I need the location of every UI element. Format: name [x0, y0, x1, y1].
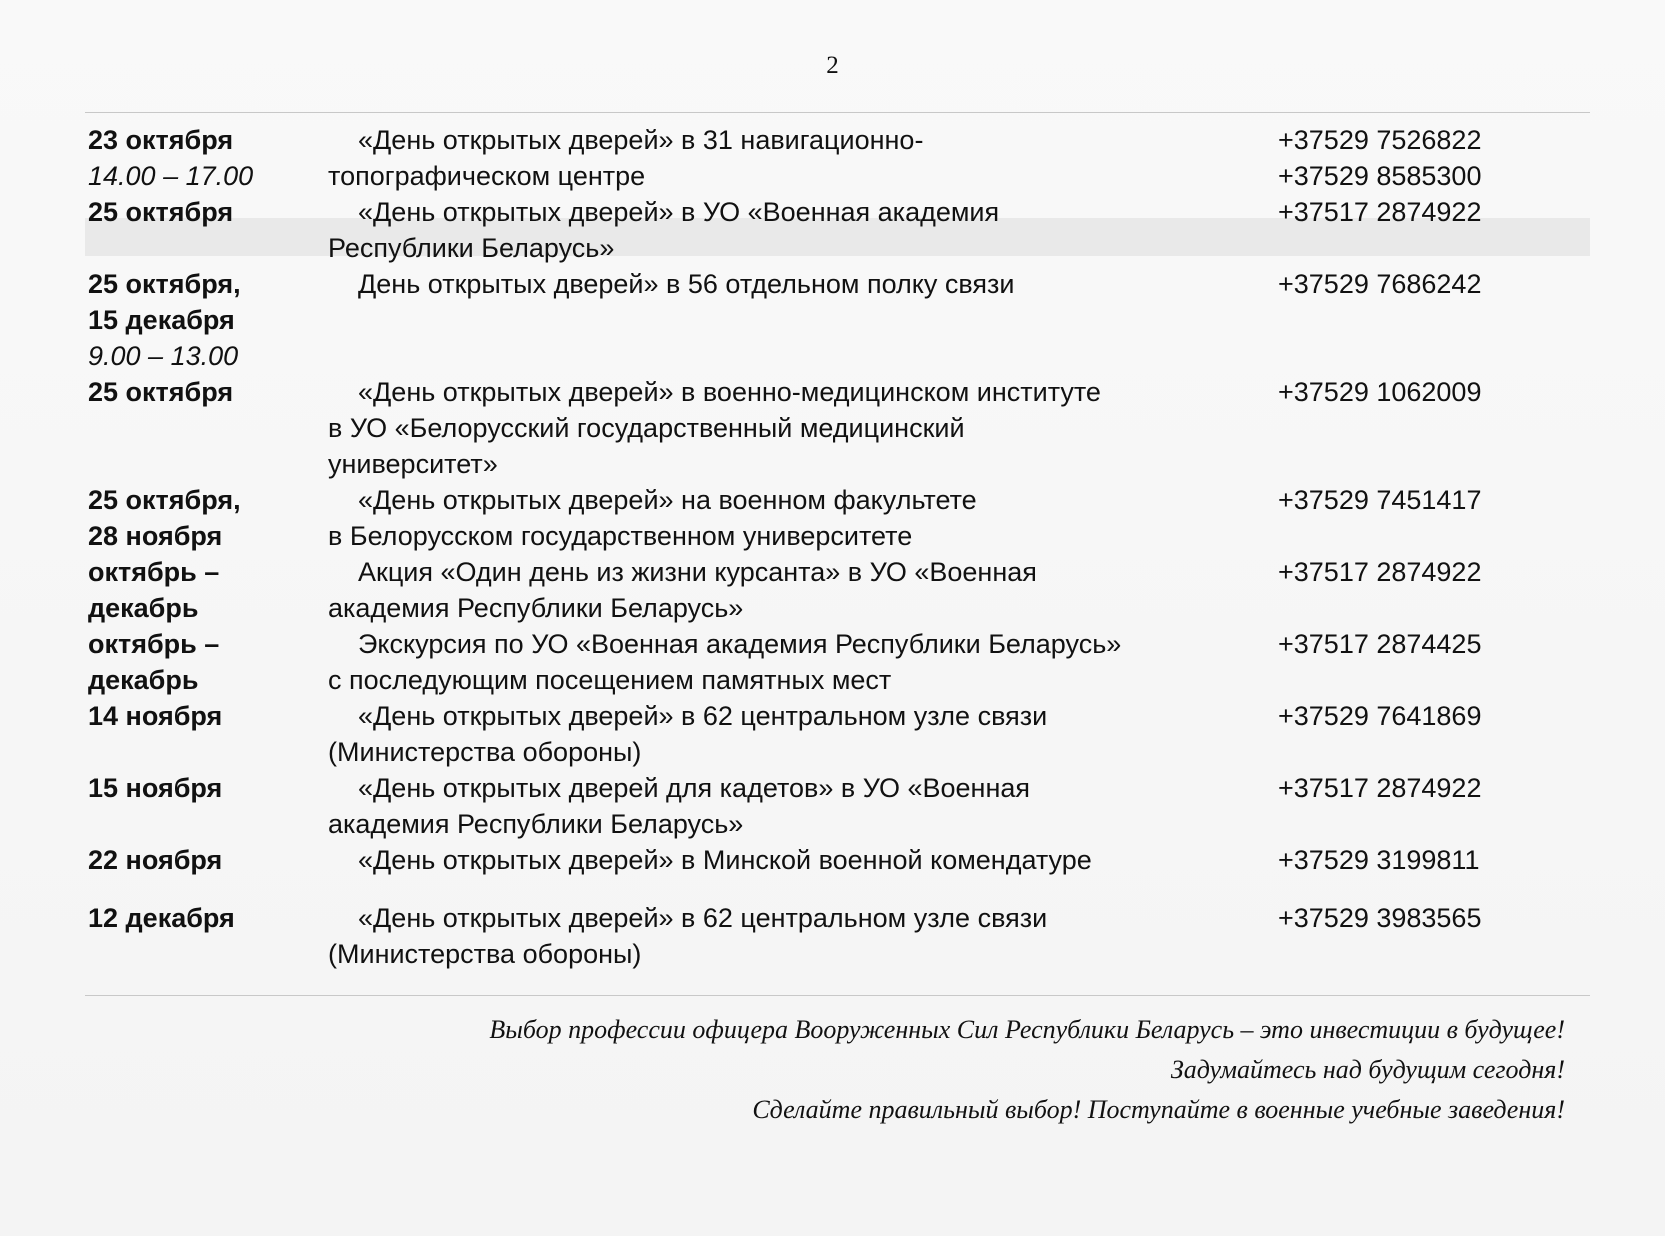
event-date-cell	[88, 266, 328, 374]
event-date: 23 октября	[88, 125, 234, 155]
event-description-line: «День открытых дверей» на военном факультете	[358, 485, 977, 515]
event-phone-cell	[1248, 194, 1508, 266]
event-description	[328, 626, 1248, 698]
event-date: декабрь	[88, 593, 199, 623]
event-description-line: «День открытых дверей» в УО «Военная академия	[358, 197, 1000, 227]
event-date-cell	[88, 482, 328, 554]
event-row	[88, 900, 1508, 972]
event-phone-cell	[1248, 770, 1508, 842]
event-date: 15 декабря	[88, 305, 235, 335]
event-description-line: в Белорусском государственном университете	[328, 521, 913, 551]
event-row	[88, 194, 1508, 266]
event-row	[88, 770, 1508, 842]
event-phone-cell	[1248, 122, 1508, 194]
phone-number: +37529 7526822	[1278, 125, 1482, 155]
event-description	[328, 374, 1248, 482]
event-description	[328, 770, 1248, 842]
event-time: 14.00 – 17.00	[88, 161, 254, 191]
event-time: 9.00 – 13.00	[88, 341, 239, 371]
top-rule	[85, 112, 1590, 113]
event-phone-cell	[1248, 626, 1508, 698]
page-number: 2	[826, 52, 839, 79]
event-date-cell	[88, 194, 328, 266]
event-date: 25 октября	[88, 197, 234, 227]
event-phone-cell	[1248, 266, 1508, 374]
event-description-line: «День открытых дверей для кадетов» в УО «Военная	[358, 773, 1031, 803]
event-description-line: Акция «Один день из жизни курсанта» в УО «Военная	[358, 557, 1037, 587]
event-row	[88, 482, 1508, 554]
event-row	[88, 122, 1508, 194]
event-description-line: «День открытых дверей» в 31 навигационно-	[358, 125, 924, 155]
event-description	[328, 194, 1248, 266]
event-date-cell	[88, 770, 328, 842]
event-date-cell	[88, 698, 328, 770]
bottom-rule	[85, 995, 1590, 996]
event-description-line: Республики Беларусь»	[328, 233, 615, 263]
event-description	[328, 122, 1248, 194]
footer-line: Сделайте правильный выбор! Поступайте в военные учебные заведения!	[752, 1095, 1565, 1124]
event-row	[88, 626, 1508, 698]
event-date: 28 ноября	[88, 521, 223, 551]
event-date: декабрь	[88, 665, 199, 695]
event-date: 25 октября	[88, 377, 234, 407]
events-table	[88, 122, 1508, 972]
phone-number: +37517 2874425	[1278, 629, 1482, 659]
event-description-line: с последующим посещением памятных мест	[328, 665, 892, 695]
event-description	[328, 842, 1248, 878]
event-row	[88, 266, 1508, 374]
phone-number: +37517 2874922	[1278, 773, 1482, 803]
event-row	[88, 842, 1508, 878]
event-description-line: Экскурсия по УО «Военная академия Республики Беларусь»	[358, 629, 1122, 659]
event-description-line: «День открытых дверей» в военно-медицинском институте	[358, 377, 1101, 407]
footer-slogans	[489, 1010, 1565, 1130]
event-description-line: академия Республики Беларусь»	[328, 809, 744, 839]
event-description-line: (Министерства обороны)	[328, 939, 642, 969]
phone-number: +37529 3983565	[1278, 903, 1482, 933]
event-row	[88, 698, 1508, 770]
event-phone-cell	[1248, 842, 1508, 878]
phone-number: +37517 2874922	[1278, 197, 1482, 227]
event-date: октябрь –	[88, 557, 220, 587]
event-description-line: академия Республики Беларусь»	[328, 593, 744, 623]
event-date-cell	[88, 374, 328, 482]
event-description	[328, 698, 1248, 770]
phone-number: +37529 7641869	[1278, 701, 1482, 731]
event-description-line: университет»	[328, 449, 498, 479]
event-date: 12 декабря	[88, 903, 235, 933]
event-date: 22 ноября	[88, 845, 223, 875]
footer-line: Задумайтесь над будущим сегодня!	[1170, 1055, 1565, 1084]
event-date-cell	[88, 842, 328, 878]
event-row	[88, 374, 1508, 482]
event-date: 25 октября,	[88, 485, 241, 515]
event-date-cell	[88, 626, 328, 698]
event-phone-cell	[1248, 698, 1508, 770]
event-description	[328, 554, 1248, 626]
footer-line: Выбор профессии офицера Вооруженных Сил Республики Беларусь – это инвестиции в будущее!	[489, 1015, 1565, 1044]
event-date-cell	[88, 554, 328, 626]
event-date: октябрь –	[88, 629, 220, 659]
event-date: 15 ноября	[88, 773, 223, 803]
event-phone-cell	[1248, 554, 1508, 626]
phone-number: +37529 3199811	[1278, 845, 1480, 875]
event-description-line: «День открытых дверей» в Минской военной комендатуре	[358, 845, 1092, 875]
event-phone-cell	[1248, 482, 1508, 554]
phone-number: +37529 1062009	[1278, 377, 1482, 407]
event-description-line: «День открытых дверей» в 62 центральном узле связи	[358, 903, 1048, 933]
event-row	[88, 554, 1508, 626]
phone-number: +37517 2874922	[1278, 557, 1482, 587]
event-date: 25 октября,	[88, 269, 241, 299]
event-description	[328, 482, 1248, 554]
event-description-line: в УО «Белорусский государственный медицинский	[328, 413, 965, 443]
event-description-line: (Министерства обороны)	[328, 737, 642, 767]
event-date: 14 ноября	[88, 701, 223, 731]
event-description-line: топографическом центре	[328, 161, 646, 191]
event-description	[328, 266, 1248, 374]
event-phone-cell	[1248, 374, 1508, 482]
event-phone-cell	[1248, 900, 1508, 972]
phone-number: +37529 8585300	[1278, 161, 1482, 191]
event-date-cell	[88, 122, 328, 194]
event-date-cell	[88, 900, 328, 972]
phone-number: +37529 7686242	[1278, 269, 1482, 299]
event-description	[328, 900, 1248, 972]
event-description-line: «День открытых дверей» в 62 центральном узле связи	[358, 701, 1048, 731]
event-description-line: День открытых дверей» в 56 отдельном полку связи	[358, 269, 1015, 299]
phone-number: +37529 7451417	[1278, 485, 1482, 515]
